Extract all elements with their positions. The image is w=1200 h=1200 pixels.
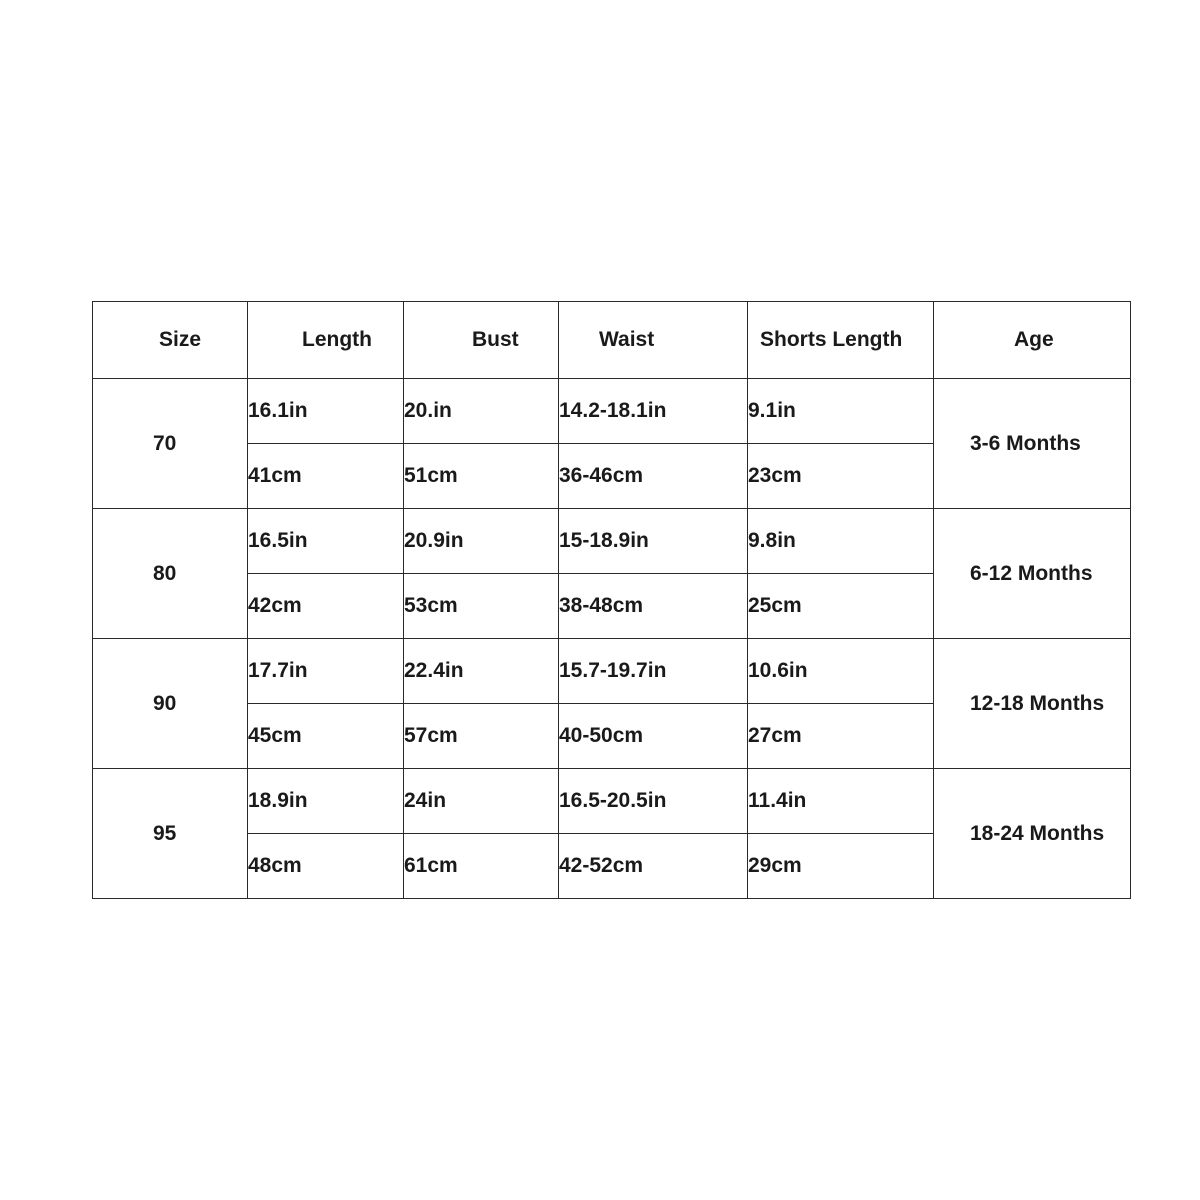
table-row [93,639,1131,704]
age-value: 6-12 Months [934,509,1131,639]
shorts-cm-value: 23cm [748,444,934,509]
shorts-cm-value: 25cm [748,574,934,639]
length-cm-value: 42cm [248,574,404,639]
bust-cm-value: 53cm [404,574,559,639]
shorts-in-value: 11.4in [748,769,934,834]
waist-cm-value: 38-48cm [559,574,748,639]
length-in-value: 17.7in [248,639,404,704]
size-chart-table [92,301,1131,899]
header-row [93,302,1131,379]
table-row [93,769,1131,834]
size-value: 80 [93,509,248,639]
header-length: Length [248,302,404,379]
shorts-in-value: 9.1in [748,379,934,444]
waist-in-value: 14.2-18.1in [559,379,748,444]
shorts-cm-value: 29cm [748,834,934,899]
length-cm-value: 41cm [248,444,404,509]
bust-in-value: 22.4in [404,639,559,704]
bust-in-value: 20.9in [404,509,559,574]
length-cm-value: 48cm [248,834,404,899]
shorts-cm-value: 27cm [748,704,934,769]
length-cm-value: 45cm [248,704,404,769]
shorts-in-value: 9.8in [748,509,934,574]
table-row [93,509,1131,574]
header-shorts-length: Shorts Length [748,302,934,379]
bust-in-value: 24in [404,769,559,834]
length-in-value: 16.1in [248,379,404,444]
header-age: Age [934,302,1131,379]
bust-cm-value: 51cm [404,444,559,509]
age-value: 12-18 Months [934,639,1131,769]
bust-in-value: 20.in [404,379,559,444]
size-value: 95 [93,769,248,899]
waist-cm-value: 36-46cm [559,444,748,509]
header-size: Size [93,302,248,379]
header-waist: Waist [559,302,748,379]
header-bust: Bust [404,302,559,379]
table-row [93,379,1131,444]
age-value: 18-24 Months [934,769,1131,899]
size-value: 70 [93,379,248,509]
bust-cm-value: 61cm [404,834,559,899]
waist-cm-value: 42-52cm [559,834,748,899]
age-value: 3-6 Months [934,379,1131,509]
length-in-value: 16.5in [248,509,404,574]
length-in-value: 18.9in [248,769,404,834]
waist-in-value: 16.5-20.5in [559,769,748,834]
waist-cm-value: 40-50cm [559,704,748,769]
waist-in-value: 15-18.9in [559,509,748,574]
shorts-in-value: 10.6in [748,639,934,704]
waist-in-value: 15.7-19.7in [559,639,748,704]
bust-cm-value: 57cm [404,704,559,769]
size-value: 90 [93,639,248,769]
